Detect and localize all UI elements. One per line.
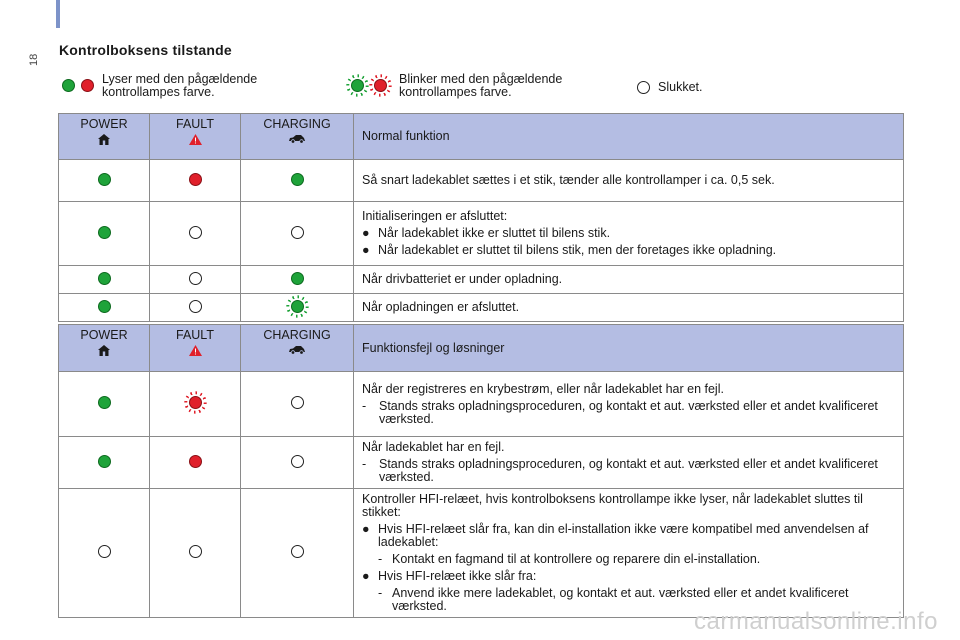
red-blink-lamp-icon (374, 79, 387, 92)
page-number: 18 (28, 53, 40, 66)
green-blink-lamp-icon (351, 79, 364, 92)
fault-lamp-off-icon (189, 272, 202, 285)
legend-off-text: Slukket. (658, 80, 703, 94)
charging-lamp-off-icon (291, 545, 304, 558)
normal-function-table (58, 113, 904, 322)
power-lamp-off-icon (98, 545, 111, 558)
legend-blink-text: Blinker med den pågældende kontrollampes farve. (399, 72, 563, 99)
table-header-row (59, 325, 904, 372)
legend-off (637, 81, 702, 94)
warning-triangle-icon (189, 345, 202, 356)
off-lamp-icon (637, 81, 650, 94)
power-lamp-on-icon (98, 173, 111, 186)
charging-lamp-on-icon (291, 173, 304, 186)
dash-text: Kontakt en fagmand til at kontrollere og reparere din el-installation. (392, 552, 761, 566)
row-description (354, 437, 904, 489)
car-icon (288, 345, 306, 355)
table-row (59, 160, 904, 202)
row-lead-text: Initialiseringen er afsluttet: (362, 209, 508, 223)
dash-item: - Stands straks opladningsproceduren, og kontakt et aut. værksted eller et andet kvalificeret værksted. (362, 458, 895, 484)
power-lamp-on-icon (98, 226, 111, 239)
bullet-text: Når ladekablet ikke er sluttet til bilens stik. (378, 226, 611, 240)
charging-lamp-off-icon (291, 396, 304, 409)
bullet-text: Hvis HFI-relæet ikke slår fra: (378, 569, 537, 583)
fault-lamp-blink-icon (189, 396, 202, 409)
charging-lamp-off-icon (291, 455, 304, 468)
legend-blink (347, 73, 619, 99)
row-description (354, 489, 904, 618)
table-header-title: Normal funktion (354, 114, 904, 160)
car-icon (288, 134, 306, 144)
bullet-item: ● Når ladekablet er sluttet til bilens stik, men der foretages ikke opladning. (362, 243, 777, 257)
table-row (59, 202, 904, 266)
charging-lamp-blink-icon (291, 300, 304, 313)
power-lamp-on-icon (98, 272, 111, 285)
table-row (59, 489, 904, 618)
legend-lit (62, 73, 312, 99)
house-icon (98, 345, 110, 356)
power-lamp-on-icon (98, 455, 111, 468)
dash-text: Stands straks opladningsproceduren, og kontakt et aut. værksted eller et andet kvalificeret værksted. (379, 398, 878, 426)
power-column-label: POWER (80, 117, 128, 131)
dash-item: - Stands straks opladningsproceduren, og kontakt et aut. værksted eller et andet kvalificeret værksted. (362, 400, 895, 426)
fault-column-label: FAULT (176, 117, 214, 131)
sub-dash-item: - Kontakt en fagmand til at kontrollere og reparere din el-installation. (378, 552, 761, 566)
row-description: Når opladningen er afsluttet. (354, 294, 904, 322)
row-description (354, 372, 904, 437)
fault-solutions-table (58, 324, 904, 618)
table-row (59, 437, 904, 489)
bullet-text: Når ladekablet er sluttet til bilens stik, men der foretages ikke opladning. (378, 243, 777, 257)
table-header-row (59, 114, 904, 160)
row-description: Så snart ladekablet sættes i et stik, tænder alle kontrollamper i ca. 0,5 sek. (354, 160, 904, 202)
row-lead-text: Kontroller HFI-relæet, hvis kontrolboksens kontrollampe ikke lyser, når ladekablet sluttes til stikket: (362, 492, 863, 519)
red-lamp-icon (81, 79, 94, 92)
charging-column-label: CHARGING (263, 117, 331, 131)
green-lamp-icon (62, 79, 75, 92)
fault-lamp-on-icon (189, 173, 202, 186)
warning-triangle-icon (189, 134, 202, 145)
power-column-label: POWER (80, 328, 128, 342)
row-lead-text: Når ladekablet har en fejl. (362, 440, 505, 454)
house-icon (98, 134, 110, 145)
table-header-title: Funktionsfejl og løsninger (354, 325, 904, 372)
bullet-item: ● Når ladekablet ikke er sluttet til bilens stik. (362, 226, 611, 240)
bullet-item: ● Hvis HFI-relæet ikke slår fra: (362, 569, 537, 583)
sub-dash-item: - Anvend ikke mere ladekablet, og kontakt et aut. værksted eller et andet kvalificeret værksted. (362, 587, 895, 613)
row-lead-text: Når der registreres en krybestrøm, eller når ladekablet har en fejl. (362, 381, 724, 396)
row-description: Når drivbatteriet er under opladning. (354, 266, 904, 294)
dash-text: Stands straks opladningsproceduren, og kontakt et aut. værksted eller et andet kvalificeret værksted. (379, 457, 878, 484)
section-heading: Kontrolboksens tilstande (59, 42, 232, 58)
row-description (354, 202, 904, 266)
charging-lamp-off-icon (291, 226, 304, 239)
table-row (59, 266, 904, 294)
bullet-item: ● Hvis HFI-relæet slår fra, kan din el-installation ikke være kompatibel med anvendelsen af ladekablet: (362, 523, 895, 549)
fault-lamp-off-icon (189, 300, 202, 313)
charging-column-label: CHARGING (263, 328, 331, 342)
table-row (59, 294, 904, 322)
dash-text: Anvend ikke mere ladekablet, og kontakt et aut. værksted eller et andet kvalificeret værksted. (392, 586, 849, 613)
charging-lamp-on-icon (291, 272, 304, 285)
fault-lamp-off-icon (189, 226, 202, 239)
bullet-text: Hvis HFI-relæet slår fra, kan din el-installation ikke være kompatibel med anvendelsen af ladekablet: (378, 522, 869, 549)
legend-lit-text: Lyser med den pågældende kontrollampes farve. (102, 72, 258, 99)
fault-lamp-on-icon (189, 455, 202, 468)
page-side-bar (56, 0, 60, 28)
fault-lamp-off-icon (189, 545, 202, 558)
power-lamp-on-icon (98, 300, 111, 313)
watermark: carmanualsonline.info (694, 608, 938, 635)
table-row (59, 372, 904, 437)
power-lamp-on-icon (98, 396, 111, 409)
fault-column-label: FAULT (176, 328, 214, 342)
